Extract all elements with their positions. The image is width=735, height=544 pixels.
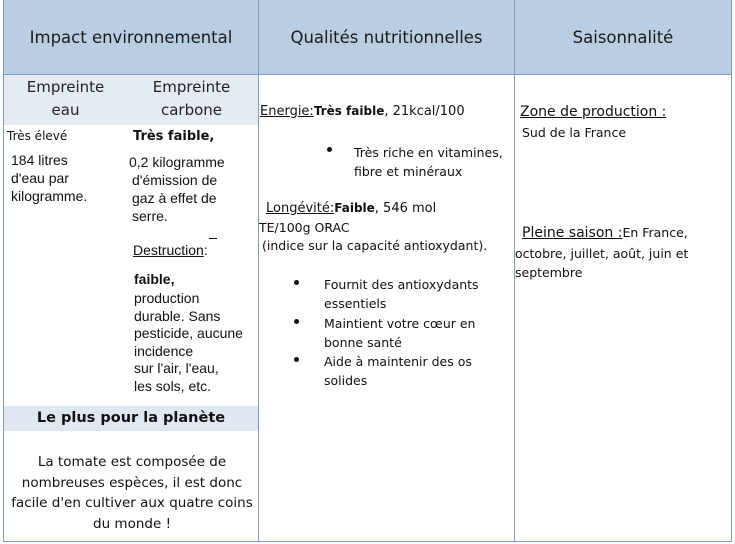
header-season: Saisonnalité	[515, 0, 731, 74]
longevity-unit: TE/100g ORAC	[259, 220, 350, 235]
header-nutrition: Qualités nutritionnelles	[259, 0, 514, 74]
energy-bullet-text: Très riche en vitamines, fibre et minéraux	[354, 145, 503, 179]
water-footprint-heading: Empreinte eau	[26, 78, 105, 119]
water-level: Très élevé	[7, 129, 68, 143]
longevity-note: (indice sur la capacité antioxydant).	[262, 238, 488, 253]
bullet-icon	[294, 319, 299, 324]
benefit-item: Aide à maintenir des os solides	[324, 354, 472, 388]
bullet-icon	[294, 357, 299, 362]
production-zone-label: Zone de production :	[520, 104, 667, 120]
peak-season-months: octobre, juillet, août, juin et septembre	[515, 246, 689, 280]
destruction-underline-mark	[209, 238, 217, 239]
planet-bonus-heading: Le plus pour la planète	[36, 410, 226, 426]
longevity-line: Longévité:Faible, 546 mol	[266, 201, 437, 216]
benefit-item: Fournit des antioxydants essentiels	[324, 277, 479, 311]
bullet-icon	[294, 280, 299, 285]
benefit-item: Maintient votre cœur en bonne santé	[324, 316, 476, 350]
production-zone-value: Sud de la France	[522, 125, 627, 140]
destruction-level: faible,	[134, 271, 175, 287]
peak-season-line: Pleine saison :En France,	[522, 225, 688, 241]
energy-line: Energie:Très faible, 21kcal/100	[260, 104, 465, 119]
header-impact: Impact environnemental	[4, 0, 258, 74]
column-divider-1	[258, 0, 259, 541]
bullet-icon	[327, 147, 332, 152]
carbon-text: 0,2 kilogramme d'émission de gaz à effet de serre.	[129, 154, 225, 224]
destruction-text: production durable. Sans pesticide, aucune incidence sur l'air, l'eau, les sols, etc.	[134, 290, 243, 394]
planet-bonus-text: La tomate est composée de nombreuses espèces, il est donc facile d'en cultiver aux quatre coins du monde !	[11, 454, 253, 532]
carbon-footprint-heading: Empreinte carbone	[152, 78, 231, 119]
destruction-label: Destruction:	[133, 242, 208, 258]
water-text: 184 litres d'eau par kilogramme.	[11, 152, 88, 204]
carbon-level: Très faible,	[133, 129, 215, 144]
